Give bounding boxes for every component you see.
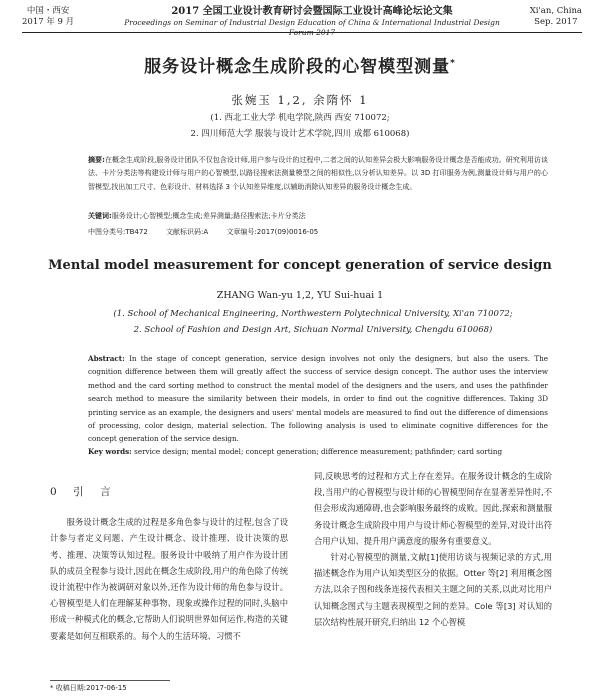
keywords-cn-text: 服务设计;心智模型;概念生成;差异测量;路径搜索法;卡片分类法 <box>111 212 306 220</box>
header-proceedings <box>112 6 512 38</box>
abstract-en-text: In the stage of concept generation, service design involves not only the designers, but also the users. The cognition difference between them will greatly affect the success of service design concept. The author uses the interview method and the card sorting method to construct the mental model of the designers and the users, and uses the pathfinder search method to measure the similarity between their models, in order to find out the cognitive differences. Taking 3D printing service as an example, the designers and users' mental models are measured to find out the difference of dimensions of processing, color design, material selection. The following analysis is used to eliminate cognitive differences for the concept generation of the service design. <box>88 354 548 444</box>
body-paragraph: 服务设计概念生成的过程是多角色参与设计的过程,包含了设计参与者定义问题、产生设计概念、设计推理、设计决策的思考、推理、决策等认知过程。服务设计中吸纳了用户作为设计团队的成员全程参与设计,因此在概念生成阶段,用户的角色除了传统设计流程中作为被调研对象以外,还作为设计师的角色参与设计。心智模型是人们在理解某种事物、现象或操作过程的同时,头脑中形成一种模式化的概念,它帮助人们说明世界如何运作,构造的关键要素是如何互相联系的。每个人的生活环境、习惯不 <box>50 517 288 641</box>
abstract-en <box>88 352 548 446</box>
body-paragraph: 同,反映思考的过程和方式上存在差异。在服务设计概念的生成阶段,当用户的心智模型与设计师的心智模型间存在显著差异性时,不但会形成沟通障碍,也会影响服务最终的成败。因此,探索和测量服务设计概念生成阶段中用户与设计师心智模型的差异,对设计出符合用户认知、提升用户满意度的服务有重要意义。 <box>314 471 552 546</box>
affiliation-en-1: (1. School of Mechanical Engineering, Northwestern Polytechnical University, Xi'an 710072; <box>113 309 513 319</box>
affiliation-cn-1: (1. 西北工业大学 机电学院,陕西 西安 710072; <box>210 113 390 123</box>
keywords-en-text: service design; mental model; concept generation; difference measurement; pathfinder; card sorting <box>134 447 503 456</box>
paper-title-cn <box>0 52 600 77</box>
header-proceedings-en: Proceedings on Seminar of Industrial Design Education of China & International Industrial Design Forum 2017 <box>124 18 500 37</box>
header-rule <box>22 32 582 33</box>
keywords-cn <box>88 210 548 222</box>
abstract-cn-label: 摘要: <box>88 156 105 164</box>
body-paragraph: 针对心智模型的测量,文献[1]使用访谈与视频记录的方式,用描述概念作为用户认知类型区分的依据。Otter 等[2] 利用概念图方法,以余子图和线条连接代表相关主题之间的关系,以此对比用户认知概念图式与主题表现模型之间的差异。Cole 等[3] 对认知的层次结构性展开研究,归纳出 12 个心智模 <box>314 552 552 627</box>
classification-info <box>88 226 548 238</box>
header-location-date <box>22 6 74 28</box>
keywords-en-label: Key words: <box>88 447 132 456</box>
header-location-en: Xi'an, China <box>529 6 582 16</box>
affiliations-cn <box>0 110 600 142</box>
header-date-en: Sep. 2017 <box>534 17 578 27</box>
document-code: 文献标识码:A <box>166 228 209 236</box>
authors-en: ZHANG Wan-yu 1,2, YU Sui-huai 1 <box>216 290 384 301</box>
abstract-en-label: Abstract: <box>88 354 125 363</box>
affiliations-en <box>96 306 530 338</box>
paper-title-en: Mental model measurement for concept generation of service design <box>48 258 552 273</box>
footnote-received-date: * 收稿日期:2017-06-15 <box>50 684 127 692</box>
affiliation-en-2: 2. School of Fashion and Design Art, Sichuan Normal University, Chengdu 610068) <box>133 325 493 335</box>
class-number: 中图分类号:TB472 <box>88 228 148 236</box>
running-header <box>22 6 582 37</box>
article-number: 文章编号:2017(09)0016-05 <box>226 228 319 236</box>
footnote-rule <box>50 680 170 681</box>
body-column-right <box>314 468 552 630</box>
abstract-cn <box>88 154 548 194</box>
keywords-en <box>88 446 548 458</box>
authors-cn: 张婉玉 1,2, 余隋怀 1 <box>231 93 369 107</box>
header-location-date-en <box>530 6 582 28</box>
header-proceedings-cn: 2017 全国工业设计教育研讨会暨国际工业设计高峰论坛论文集 <box>171 6 453 17</box>
affiliation-cn-2: 2. 四川师范大学 服装与设计艺术学院,四川 成都 610068) <box>190 129 410 139</box>
header-location: 中国・西安 <box>26 6 70 16</box>
section-heading-introduction: 0 引 言 <box>50 486 114 498</box>
paper-title-cn-text: 服务设计概念生成阶段的心智模型测量 <box>144 57 451 77</box>
keywords-cn-label: 关键词: <box>88 212 112 220</box>
title-footnote-mark: * <box>450 58 456 69</box>
body-column-left <box>50 468 288 644</box>
header-date: 2017 年 9 月 <box>22 17 75 27</box>
abstract-cn-text: 在概念生成阶段,服务设计团队不仅包含设计师,用户参与设计的过程中,二者之间的认知差异会极大影响服务设计概念是否能成功。研究利用访谈法、卡片分类法等构建设计师与用户的心智模型,以路径搜索法测量模型之间的相似性,以分析认知差异。以 3D 打印服务为例,测量设计师与用户的心智模型,找出加工尺寸、色彩设计、材料选择 3 个认知差异维度,以辅助消除认知差异的服务设计概念生成。 <box>88 156 548 191</box>
